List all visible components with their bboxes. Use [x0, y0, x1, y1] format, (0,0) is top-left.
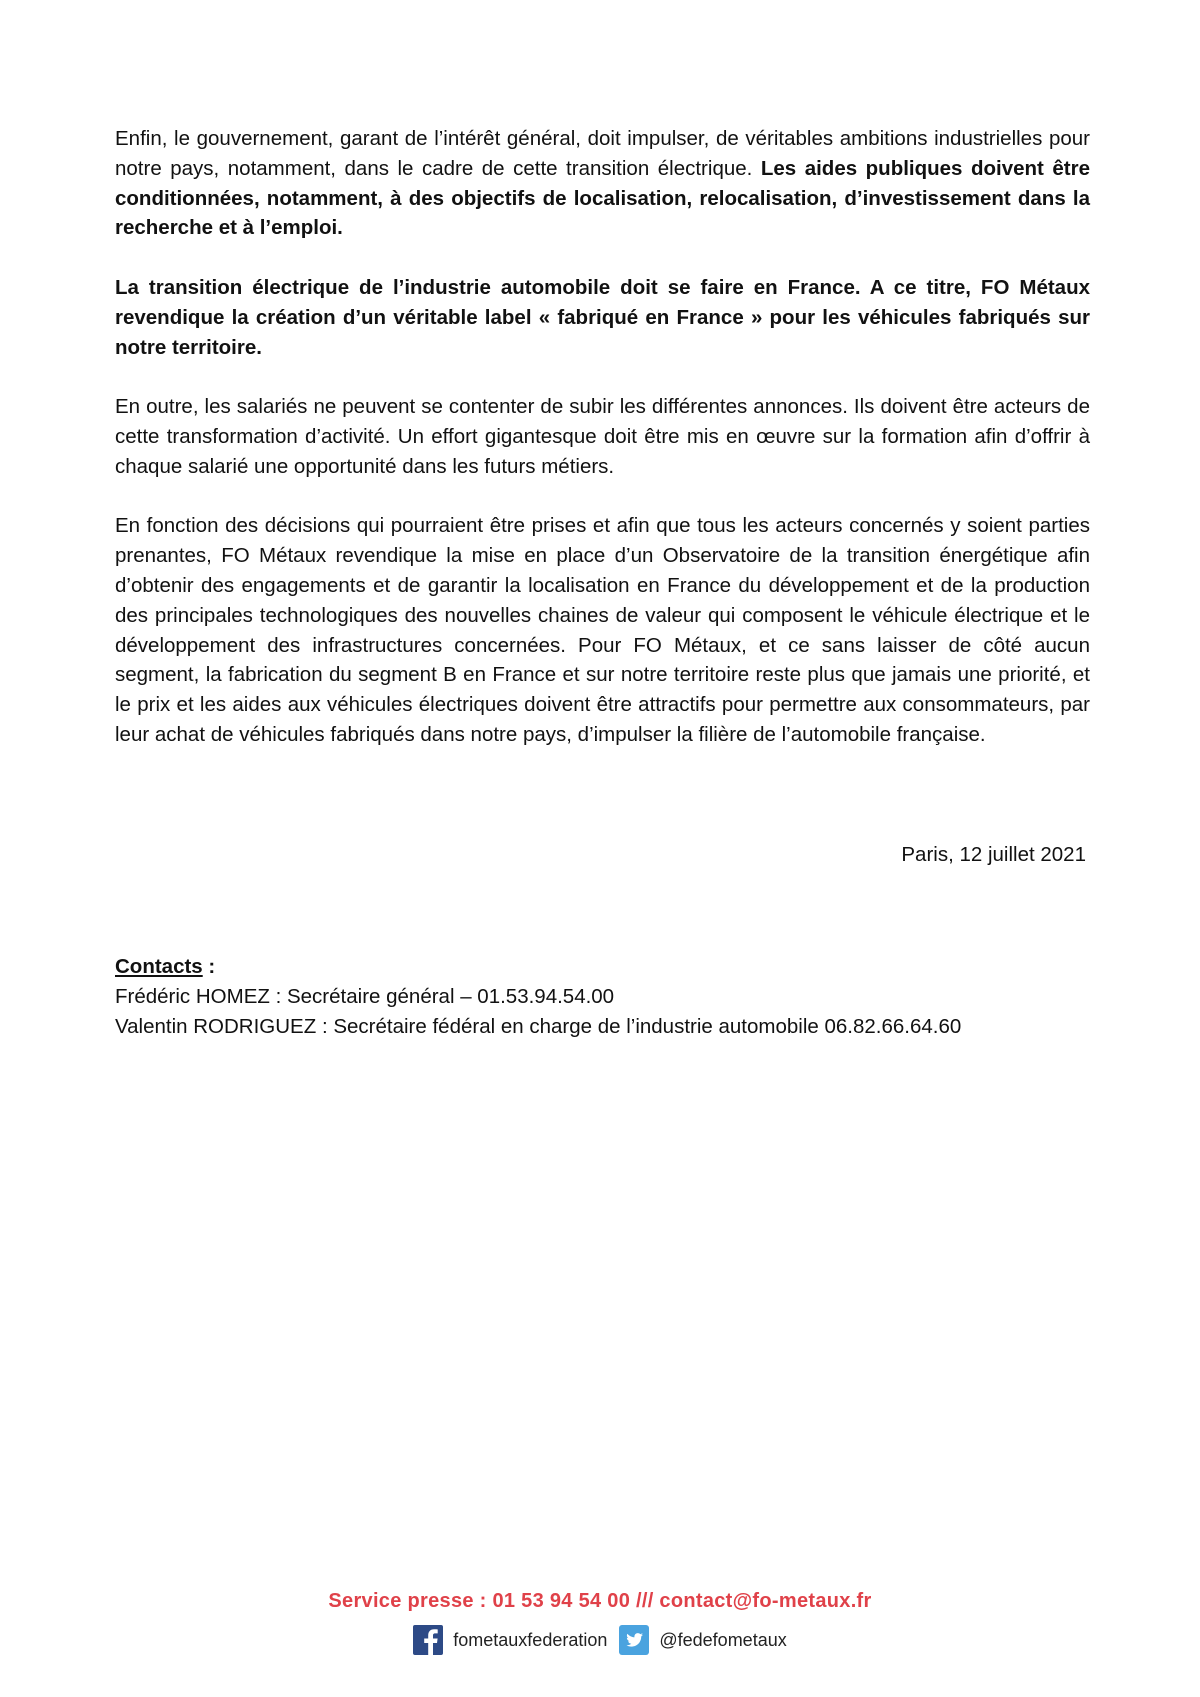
contacts-heading — [115, 952, 1115, 982]
paragraph-bold-text: Les aides publiques doivent être conditionnées, notamment, à des objectifs de localisation, relocalisation, d’investissement dans la recherche et à l’emploi. — [115, 156, 1090, 240]
paragraph-text: En outre, les salariés ne peuvent se contenter de subir les différentes annonces. Ils doivent être acteurs de cette transformation d’activité. Un effort gigantesque doit être mis en œuvre sur la formation afin d’offrir à chaque salarié une opportunité dans les futurs métiers. — [115, 395, 1090, 478]
facebook-link[interactable] — [413, 1625, 607, 1655]
date-line: Paris, 12 juillet 2021 — [901, 843, 1086, 866]
paragraph-made-in-france — [115, 273, 1090, 362]
facebook-icon — [413, 1625, 443, 1655]
facebook-handle: fometauxfederation — [453, 1629, 608, 1650]
twitter-icon — [619, 1625, 649, 1655]
footer — [0, 1590, 1200, 1655]
twitter-handle: @fedefometaux — [659, 1629, 787, 1650]
paragraph-bold-text: La transition électrique de l’industrie automobile doit se faire en France. A ce titre, FO Métaux revendique la création d’un véritable label « fabriqué en France » pour les véhicules fabriqués sur notre territoire. — [115, 275, 1090, 359]
paragraph-text: En fonction des décisions qui pourraient être prises et afin que tous les acteurs concernés y soient parties prenantes, FO Métaux revendique la mise en place d’un Observatoire de la transition énergétique afin d’obtenir des engagements et de garantir la localisation en France du développement et de la production des principales technologiques des nouvelles chaines de valeur qui composent le véhicule électrique et le développement des infrastructures concernées. Pour FO Métaux, et ce sans laisser de côté aucun segment, la fabrication du segment B en France et sur notre territoire reste plus que jamais une priorité, et le prix et les aides aux véhicules électriques doivent être attractifs pour permettre aux consommateurs, par leur achat de véhicules fabriqués dans notre pays, d’impulser la filière de l’automobile française. — [115, 514, 1090, 746]
contact-line-federal-secretary: Valentin RODRIGUEZ : Secrétaire fédéral en charge de l’industrie automobile 06.82.66.64.60 — [115, 1015, 962, 1038]
document-body — [115, 124, 1090, 780]
contact-line-general-secretary: Frédéric HOMEZ : Secrétaire général – 01.53.94.54.00 — [115, 985, 615, 1008]
contacts-block — [115, 952, 1115, 1042]
paragraph-observatory — [115, 511, 1090, 749]
twitter-link[interactable] — [619, 1625, 786, 1655]
paragraph-industrial-ambitions — [115, 124, 1090, 243]
social-links — [0, 1625, 1200, 1655]
contacts-heading-label: Contacts — [115, 955, 203, 978]
press-service-line: Service presse : 01 53 94 54 00 /// contact@fo-metaux.fr — [328, 1590, 872, 1612]
paragraph-employees — [115, 392, 1090, 481]
paragraph-text: Enfin, le gouvernement, garant de l’intérêt général, doit impulser, de véritables ambitions industrielles pour notre pays, notamment, dans le cadre de cette transition électrique. — [115, 127, 1090, 180]
contacts-heading-colon: : — [202, 955, 216, 978]
